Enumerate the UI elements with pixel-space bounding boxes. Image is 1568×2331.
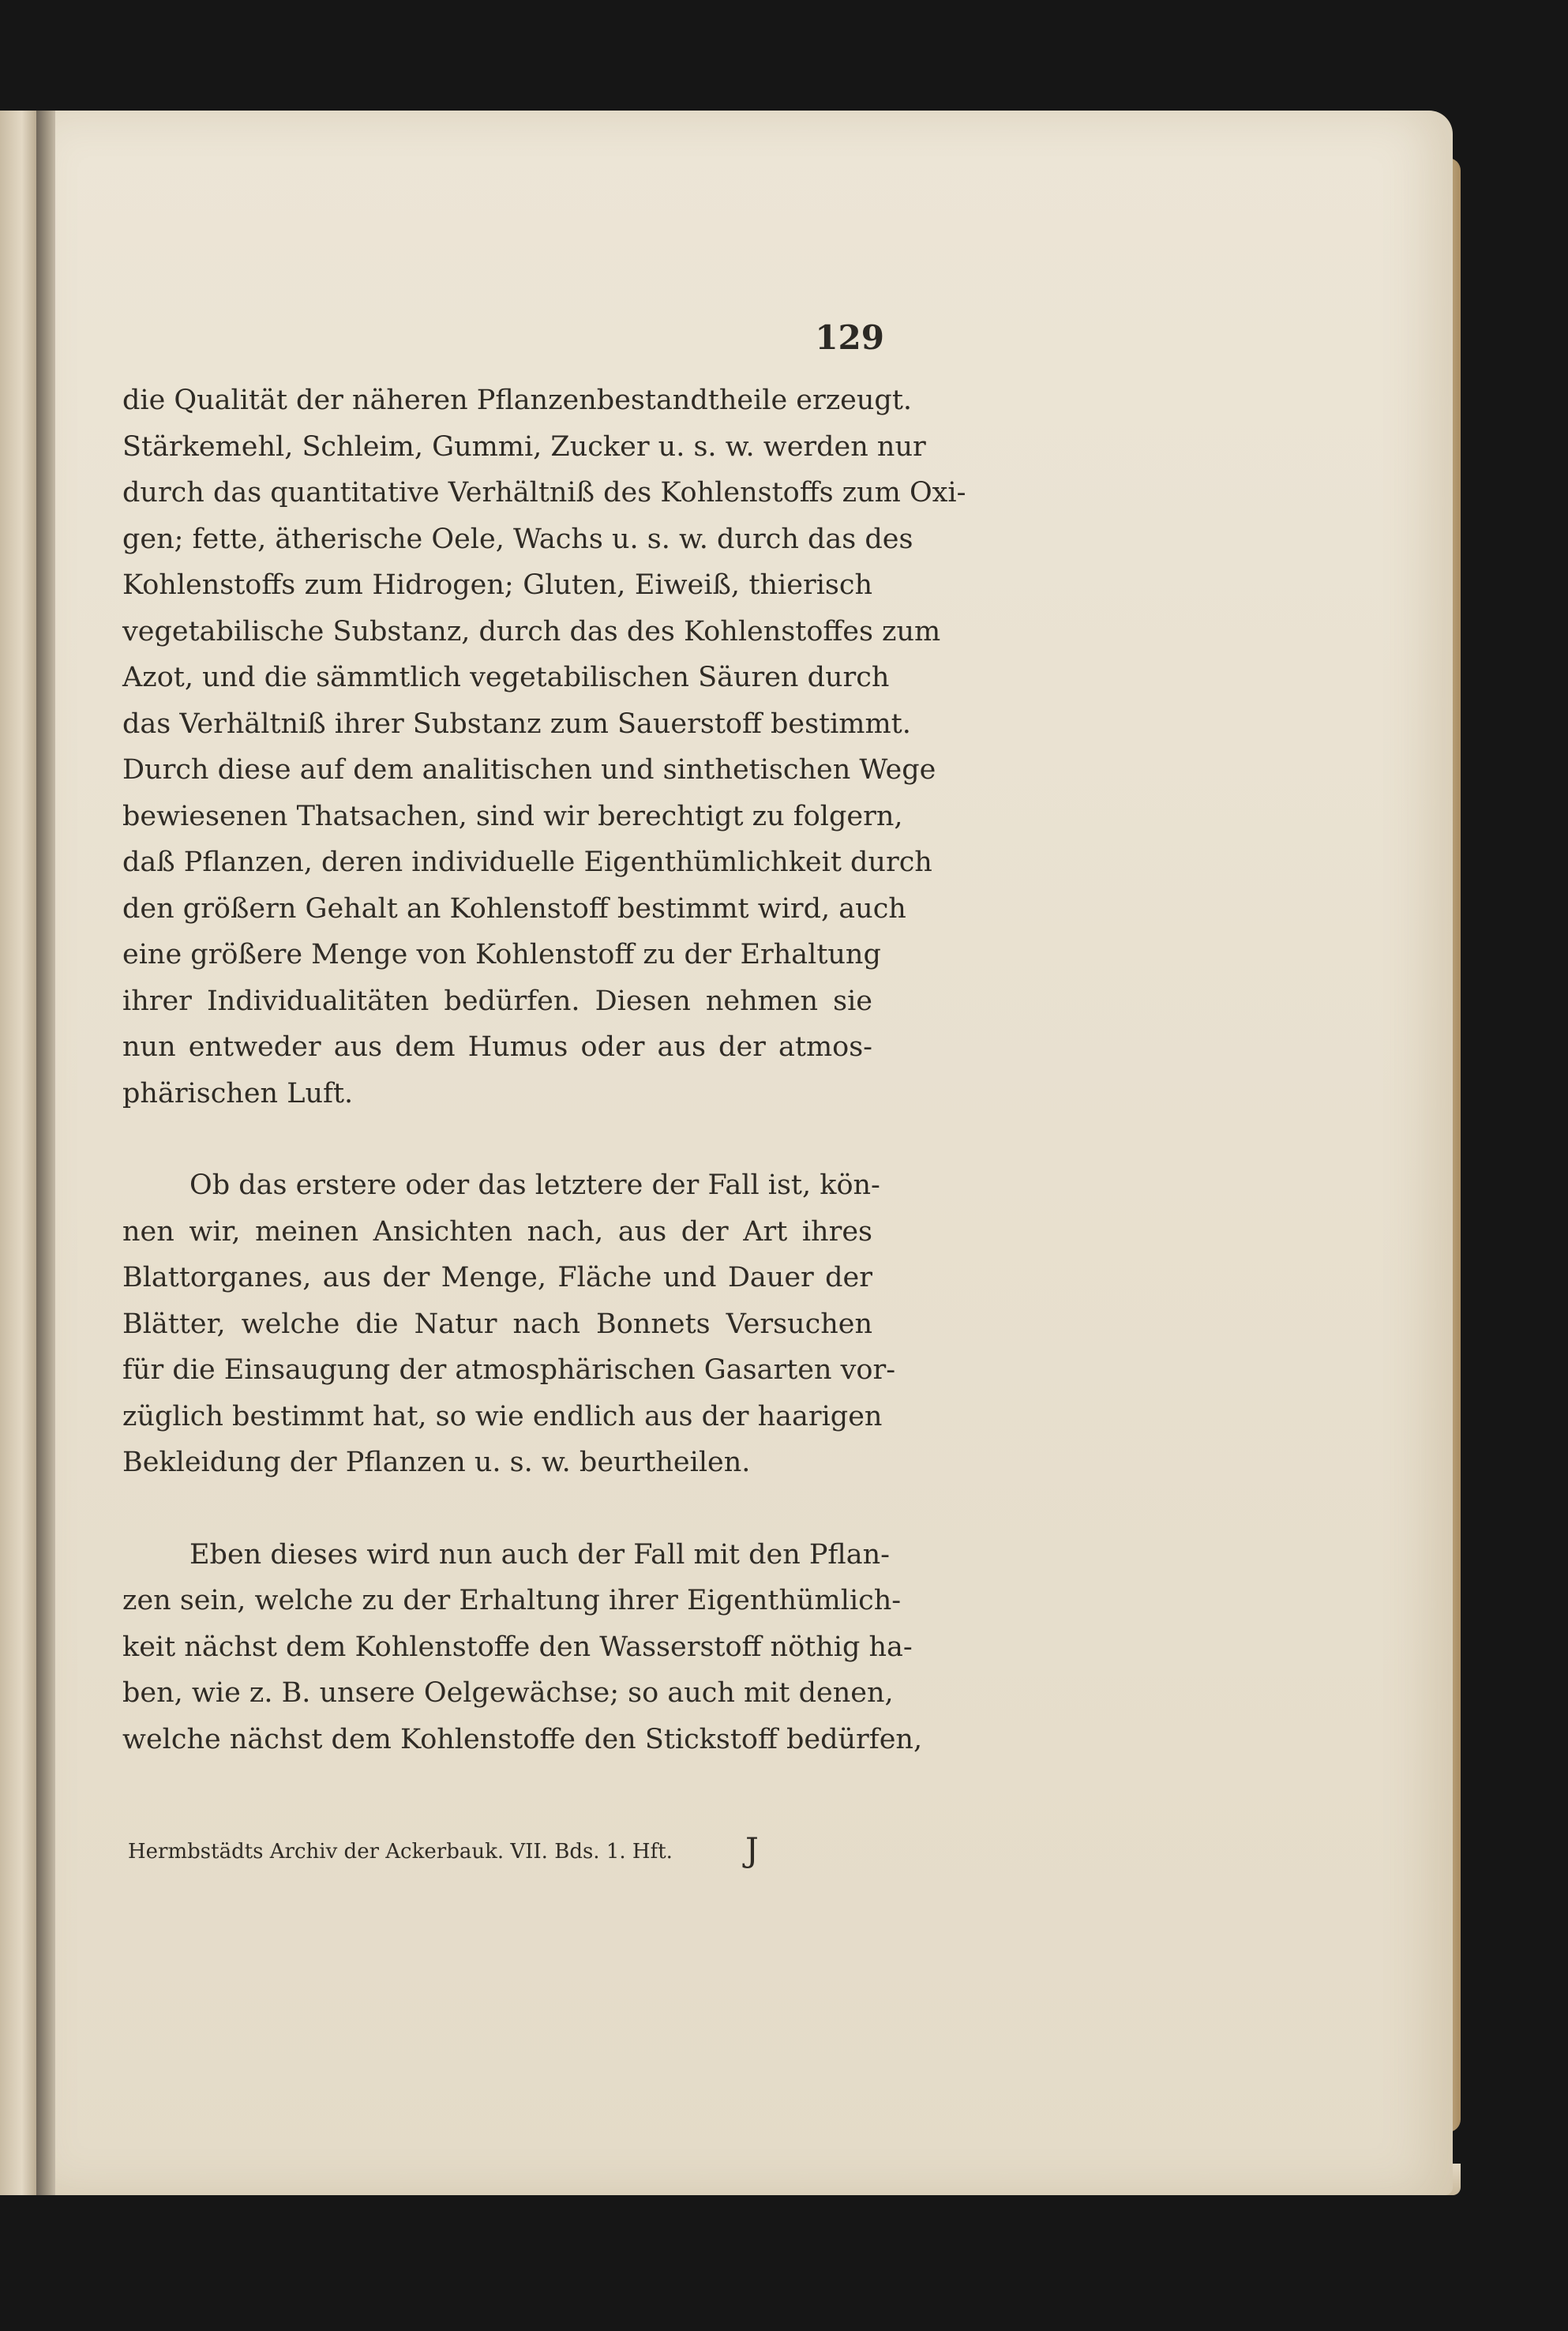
page-body [122,377,966,1762]
text-line: nun entweder aus dem Humus oder aus der atmos- [122,1031,872,1063]
page-number: 129 [815,318,884,357]
text-line: Eben dieses wird nun auch der Fall mit den Pflan- [189,1538,890,1571]
text-line: durch das quantitative Verhältniß des Kohlenstoffs zum Oxi- [122,477,966,509]
text-line: den größern Gehalt an Kohlenstoff bestimmt wird, auch [122,892,906,925]
paragraph-gap [122,1117,872,1162]
text-line: Ob das erstere oder das letztere der Fall ist, kön- [189,1169,880,1201]
paragraph-gap [122,1486,872,1532]
text-line: Durch diese auf dem analitischen und sinthetischen Wege [122,754,936,786]
text-line: Blattorganes, aus der Menge, Fläche und Dauer der [122,1262,872,1293]
text-line: das Verhältniß ihrer Substanz zum Sauerstoff bestimmt. [122,708,911,740]
text-line: für die Einsaugung der atmosphärischen Gasarten vor- [122,1354,896,1386]
text-line: gen; fette, ätherische Oele, Wachs u. s. w. durch das des [122,523,913,555]
text-line: eine größere Menge von Kohlenstoff zu der Erhaltung [122,939,881,970]
text-line: Azot, und die sämmtlich vegetabilischen Säuren durch [122,662,890,693]
text-line: züglich bestimmt hat, so wie endlich aus der haarigen [122,1400,883,1432]
text-line: zen sein, welche zu der Erhaltung ihrer Eigenthümlich- [122,1585,902,1616]
text-line: daß Pflanzen, deren individuelle Eigenthümlichkeit durch [122,846,932,878]
footer-citation: Hermbstädts Archiv der Ackerbauk. VII. Bds. 1. Hft. [128,1840,673,1864]
text-line: vegetabilische Substanz, durch das des Kohlenstoffes zum [122,615,941,648]
text-line: Stärkemehl, Schleim, Gummi, Zucker u. s. w. werden nur [122,430,926,463]
facing-page-edge [0,111,39,2195]
text-line: nen wir, meinen Ansichten nach, aus der Art ihres [122,1215,872,1248]
text-line: bewiesenen Thatsachen, sind wir berechtigt zu folgern, [122,800,903,832]
text-line: welche nächst dem Kohlenstoffe den Stickstoff bedürfen, [122,1723,923,1755]
text-line: ihrer Individualitäten bedürfen. Diesen nehmen sie [122,985,872,1017]
text-line: ben, wie z. B. unsere Oelgewächse; so auch mit denen, [122,1677,894,1709]
text-line: Bekleidung der Pflanzen u. s. w. beurtheilen. [122,1447,751,1478]
text-line: Blätter, welche die Natur nach Bonnets Versuchen [122,1308,872,1340]
text-line: Kohlenstoffs zum Hidrogen; Gluten, Eiweiß, thierisch [122,569,872,601]
text-line: phärischen Luft. [122,1077,354,1109]
signature-mark: J [745,1830,759,1869]
text-line: die Qualität der näheren Pflanzenbestandtheile erzeugt. [122,385,913,416]
text-line: keit nächst dem Kohlenstoffe den Wasserstoff nöthig ha- [122,1631,913,1663]
